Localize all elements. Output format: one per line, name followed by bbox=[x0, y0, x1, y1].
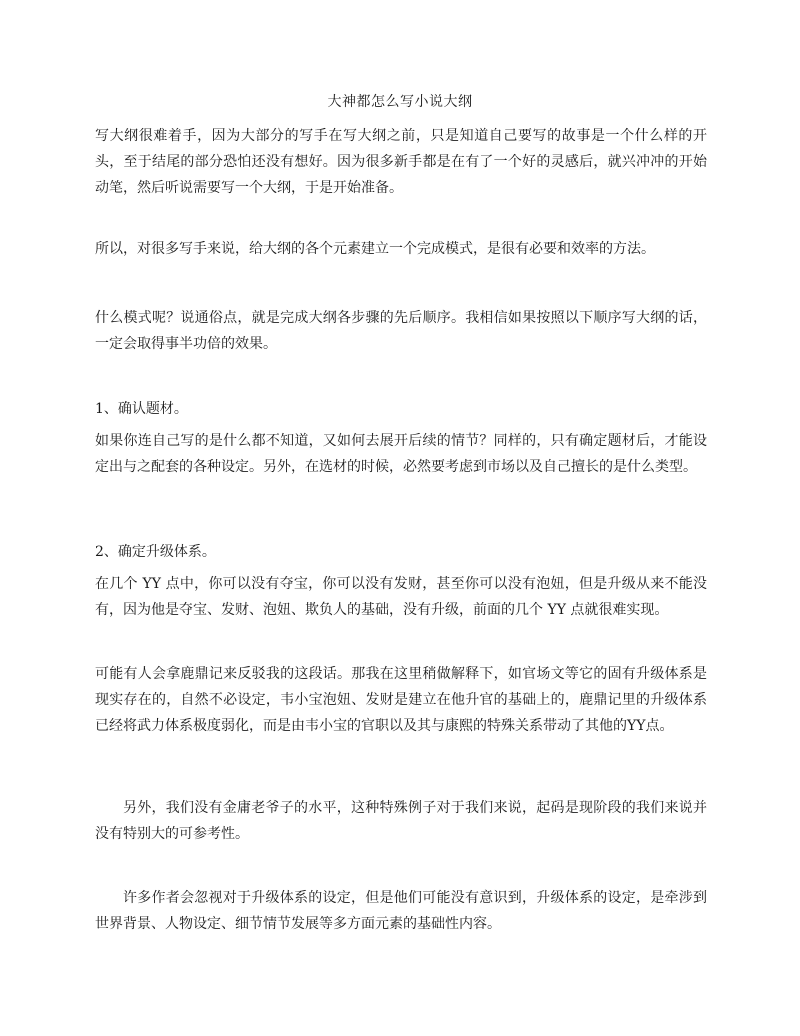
section-heading-2: 2、确定升级体系。 bbox=[95, 544, 216, 560]
paragraph-example: 可能有人会拿鹿鼎记来反驳我的这段话。那我在这里稍做解释下，如官场文等它的固有升级体系是现实存在的，自然不必设定，韦小宝泡妞、发财是建立在他升官的基础上的，鹿鼎记里的升级体系已经将武力体系极度弱化，而是由韦小宝的官职以及其与康熙的特殊关系带动了其他的YY点。 bbox=[95, 666, 707, 734]
paragraph-mode: 什么模式呢？说通俗点，就是完成大纲各步骤的先后顺序。我相信如果按照以下顺序写大纲的话，一定会取得事半功倍的效果。 bbox=[95, 310, 707, 352]
paragraph-reference: 另外，我们没有金庸老爷子的水平，这种特殊例子对于我们来说，起码是现阶段的我们来说并没有特别大的可参考性。 bbox=[95, 800, 707, 842]
section-heading-1: 1、确认题材。 bbox=[95, 401, 188, 417]
paragraph-subject: 如果你连自己写的是什么都不知道，又如何去展开后续的情节？同样的，只有确定题材后，才能设定出与之配套的各种设定。另外，在选材的时候，必然要考虑到市场以及自己擅长的是什么类型。 bbox=[95, 433, 707, 475]
paragraph-upgrade: 在几个 YY 点中，你可以没有夺宝，你可以没有发财，甚至你可以没有泡妞，但是升级从来不能没有，因为他是夺宝、发财、泡妞、欺负人的基础，没有升级，前面的几个 YY 点就很难实现。 bbox=[95, 576, 707, 618]
paragraph-importance: 许多作者会忽视对于升级体系的设定，但是他们可能没有意识到，升级体系的设定，是牵涉到世界背景、人物设定、细节情节发展等多方面元素的基础性内容。 bbox=[95, 890, 707, 932]
document-title: 大神都怎么写小说大纲 bbox=[327, 94, 473, 110]
paragraph-intro: 写大纲很难着手，因为大部分的写手在写大纲之前，只是知道自己要写的故事是一个什么样的开头，至于结尾的部分恐怕还没有想好。因为很多新手都是在有了一个好的灵感后，就兴冲冲的开始动笔，然后听说需要写一个大纲，于是开始准备。 bbox=[95, 128, 707, 196]
paragraph-method: 所以，对很多写手来说，给大纲的各个元素建立一个完成模式，是很有必要和效率的方法。 bbox=[95, 241, 655, 257]
